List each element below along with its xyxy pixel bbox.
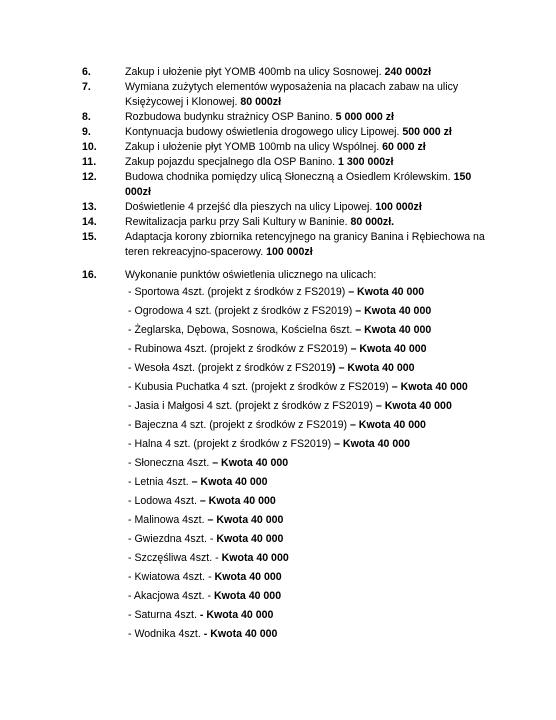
sub-item-text: - Akacjowa 4szt. - [128, 590, 214, 602]
sub-item-text: - Sportowa 4szt. (projekt z środków z FS2019) [128, 286, 349, 298]
item-number: 10. [82, 141, 97, 153]
item-number: 9. [82, 126, 91, 138]
sub-item-amount: – Kwota 40 000 [391, 381, 468, 393]
sub-item-text: - Saturna 4szt. [128, 609, 200, 621]
item-text [125, 200, 495, 215]
item-number: 14. [82, 216, 97, 228]
item-text [125, 80, 495, 110]
item-amount: 000zł [125, 186, 151, 198]
sub-item-amount: – Kwota 40 000 [334, 438, 411, 450]
sub-item-text: - Malinowa 4szt. [128, 514, 208, 526]
item-number: 7. [82, 81, 91, 93]
sub-item-amount: - Kwota 40 000 [199, 609, 274, 621]
item-text [125, 140, 495, 155]
sub-item-amount: – Kwota 40 000 [348, 286, 425, 298]
item-text [125, 155, 495, 170]
item-amount: 5 000 000 zł [335, 111, 394, 123]
item-number: 12. [82, 171, 97, 183]
item-text-plain: Budowa chodnika pomiędzy ulicą Słoneczną a Osiedlem Królewskim. [125, 171, 454, 183]
item-text-plain: Zakup i ułożenie płyt YOMB 400mb na ulicy Sosnowej. [125, 66, 385, 78]
sub-list-item [128, 513, 283, 528]
sub-item-amount: – Kwota 40 000 [191, 476, 268, 488]
sub-item-text: - Żeglarska, Dębowa, Sosnowa, Kościelna 6szt. [128, 324, 356, 336]
item-number: 15. [82, 231, 97, 243]
sub-item-amount: ) – Kwota 40 000 [332, 362, 415, 374]
sub-item-amount: – Kwota 40 000 [350, 343, 427, 355]
item-amount: 80 000zł. [350, 216, 395, 228]
sub-list-item [128, 475, 268, 490]
sub-list-item [128, 361, 415, 376]
item-text-plain: Doświetlenie 4 przejść dla pieszych na ulicy Lipowej. [125, 201, 376, 213]
item-number: 11. [82, 156, 97, 168]
item-text-plain: Księżycowej i Klonowej. [125, 96, 241, 108]
sub-item-amount: – Kwota 40 000 [375, 400, 452, 412]
item-text-plain: teren rekreacyjno-spacerowy. [125, 246, 267, 258]
item-text-plain: Rozbudowa budynku strażnicy OSP Banino. [125, 111, 336, 123]
sub-list-item [128, 627, 277, 642]
sub-list-item [128, 399, 452, 414]
item-amount: 150 [453, 171, 472, 183]
sub-item-amount: – Kwota 40 000 [355, 305, 432, 317]
sub-item-amount: Kwota 40 000 [216, 533, 284, 545]
sub-item-text: - Wodnika 4szt. [128, 628, 204, 640]
sub-item-text: - Halna 4 szt. (projekt z środków z FS2019) [128, 438, 335, 450]
item-amount: 60 000 zł [382, 141, 426, 153]
item-amount: 500 000 zł [402, 126, 452, 138]
sub-item-amount: – Kwota 40 000 [355, 324, 432, 336]
item-number: 6. [82, 66, 91, 78]
sub-item-amount: Kwota 40 000 [221, 552, 289, 564]
sub-item-text: - Kwiatowa 4szt. - [128, 571, 215, 583]
item-amount: 80 000zł [240, 96, 282, 108]
sub-list-item [128, 551, 289, 566]
item-text [125, 65, 495, 80]
item-text [125, 170, 495, 200]
item-text-plain: Wymiana zużytych elementów wyposażenia na placach zabaw na ulicy [125, 81, 459, 93]
sub-item-text: - Ogrodowa 4 szt. (projekt z środków z FS2019) [128, 305, 356, 317]
item-amount: 100 000zł [266, 246, 313, 258]
sub-item-text: - Słoneczna 4szt. [128, 457, 213, 469]
sub-list-item [128, 494, 276, 509]
item-number: 8. [82, 111, 91, 123]
sub-item-text: - Gwiezdna 4szt. - [128, 533, 217, 545]
sub-item-text: - Wesoła 4szt. (projekt z środków z FS2019 [128, 362, 333, 374]
sub-item-amount: – Kwota 40 000 [199, 495, 276, 507]
item-number: 16. [82, 269, 97, 281]
sub-item-text: - Letnia 4szt. [128, 476, 192, 488]
item-text-plain: Zakup i ułożenie płyt YOMB 100mb na ulicy Wspólnej. [125, 141, 383, 153]
sub-list-item [128, 589, 281, 604]
sub-list-item [128, 342, 427, 357]
sub-list-item [128, 570, 282, 585]
item-amount: 1 300 000zł [338, 156, 394, 168]
item-text [125, 215, 495, 230]
sub-item-amount: – Kwota 40 000 [212, 457, 289, 469]
sub-item-text: - Bajeczna 4 szt. (projekt z środków z FS2019) [128, 419, 350, 431]
item-text-plain: Rewitalizacja parku przy Sali Kultury w Baninie. [125, 216, 351, 228]
sub-item-text: - Kubusia Puchatka 4 szt. (projekt z środków z FS2019) [128, 381, 392, 393]
item-text-plain: Kontynuacja budowy oświetlenia drogowego ulicy Lipowej. [125, 126, 403, 138]
sub-list-item [128, 418, 426, 433]
item-text [125, 268, 495, 283]
sub-list-item [128, 532, 283, 547]
sub-list-item [128, 380, 468, 395]
sub-list-item [128, 608, 273, 623]
sub-list-item [128, 285, 424, 300]
sub-item-text: - Szczęśliwa 4szt. - [128, 552, 222, 564]
item-text [125, 110, 495, 125]
sub-list-item [128, 323, 431, 338]
sub-item-amount: – Kwota 40 000 [207, 514, 284, 526]
sub-item-amount: – Kwota 40 000 [349, 419, 426, 431]
item-text-plain: Adaptacja korony zbiornika retencyjnego na granicy Banina i Rębiechowa na [125, 231, 485, 243]
item-amount: 100 000zł [375, 201, 422, 213]
item-text [125, 125, 495, 140]
item-text-plain: Zakup pojazdu specjalnego dla OSP Banino. [125, 156, 339, 168]
sub-item-text: - Rubinowa 4szt. (projekt z środków z FS2019) [128, 343, 351, 355]
sub-item-text: - Jasia i Małgosi 4 szt. (projekt z środków z FS2019) [128, 400, 376, 412]
sub-item-amount: Kwota 40 000 [214, 571, 282, 583]
item-number: 13. [82, 201, 97, 213]
item-text [125, 230, 495, 260]
sub-item-amount: Kwota 40 000 [213, 590, 282, 602]
sub-list-item [128, 304, 431, 319]
item-text-plain: Wykonanie punktów oświetlenia ulicznego na ulicach: [125, 269, 377, 281]
item-amount: 240 000zł [384, 66, 432, 78]
sub-list-item [128, 456, 288, 471]
sub-item-amount: - Kwota 40 000 [203, 628, 278, 640]
sub-item-text: - Lodowa 4szt. [128, 495, 200, 507]
sub-list-item [128, 437, 410, 452]
